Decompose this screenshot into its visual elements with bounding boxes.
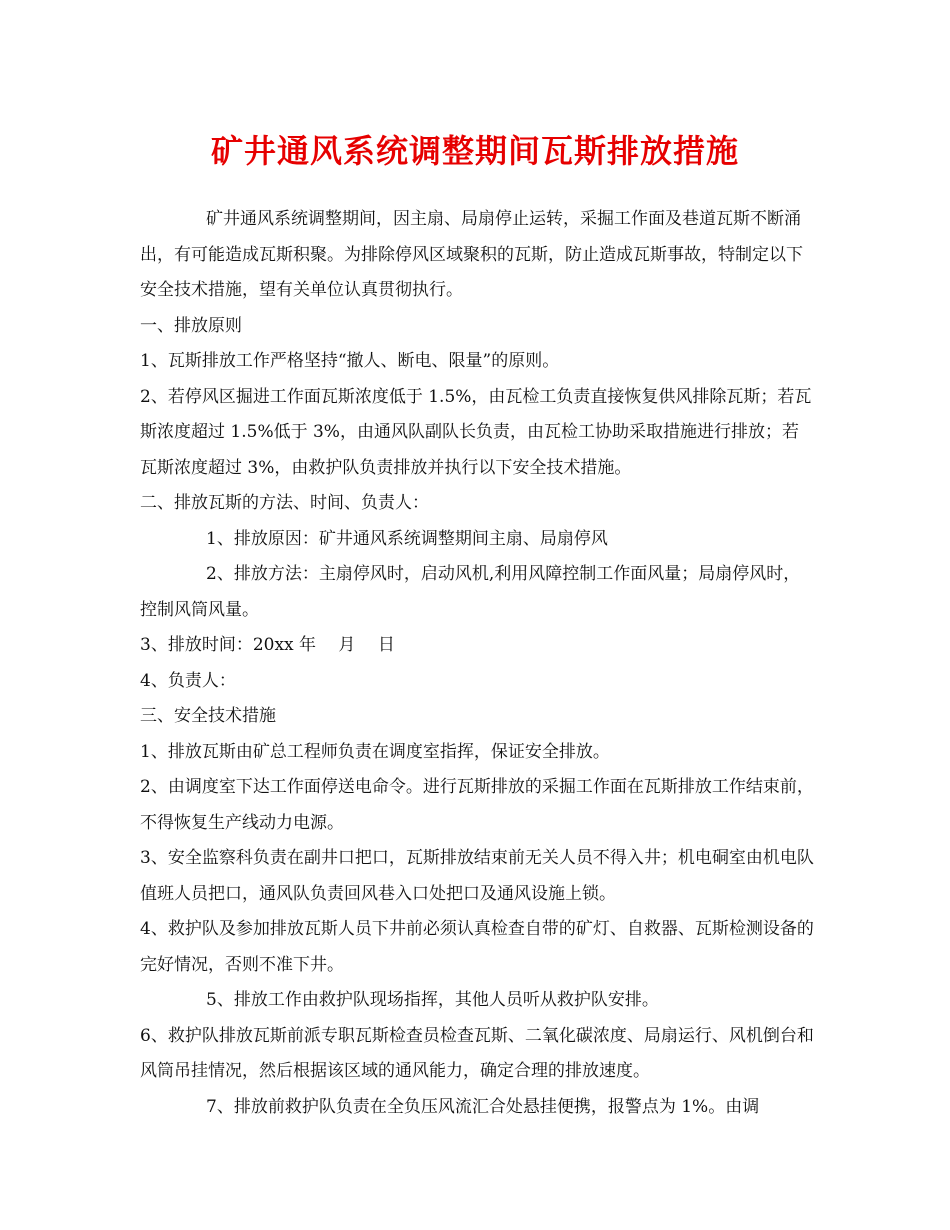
paragraph: 6、救护队排放瓦斯前派专职瓦斯检查员检查瓦斯、二氧化碳浓度、局扇运行、风机倒台和风筒吊挂情况，然后根据该区域的通风能力，确定合理的排放速度。: [140, 1025, 814, 1081]
paragraph: 1、瓦斯排放工作严格坚持“撤人、断电、限量”的原则。: [140, 351, 560, 371]
paragraph: 一、排放原则: [140, 315, 242, 336]
paragraph: 7、排放前救护队负责在全负压风流汇合处悬挂便携，报警点为 1%。由调: [206, 1096, 760, 1117]
paragraph: 1、排放瓦斯由矿总工程师负责在调度室指挥，保证安全排放。: [140, 741, 610, 762]
paragraph: 2、若停风区掘进工作面瓦斯浓度低于 1.5%，由瓦检工负责直接恢复供风排除瓦斯；若瓦斯浓度超过 1.5%低于 3%，由通风队副队长负责，由瓦检工协助采取措施进行排放；若瓦斯浓度超过 3%，由救护队负责排放并执行以下安全技术措施。: [140, 386, 812, 478]
paragraph: 5、排放工作由救护队现场指挥，其他人员听从救护队安排。: [206, 990, 659, 1010]
paragraph: 4、救护队及参加排放瓦斯人员下井前必须认真检查自带的矿灯、自救器、瓦斯检测设备的完好情况，否则不准下井。: [140, 919, 814, 975]
paragraph: 3、排放时间：20xx 年 月 日: [140, 635, 395, 655]
paragraph: 矿井通风系统调整期间，因主扇、局扇停止运转，采掘工作面及巷道瓦斯不断涌出，有可能造成瓦斯积聚。为排除停风区域聚积的瓦斯，防止造成瓦斯事故，特制定以下安全技术措施，望有关单位认真贯彻执行。: [140, 209, 803, 300]
document-body: [140, 202, 815, 1125]
paragraph: 1、排放原因：矿井通风系统调整期间主扇、局扇停风: [206, 528, 608, 549]
paragraph: 三、安全技术措施: [140, 706, 276, 726]
paragraph: 2、排放方法：主扇停风时，启动风机,利用风障控制工作面风量；局扇停风时，控制风筒风量。: [140, 564, 801, 620]
paragraph: 二、排放瓦斯的方法、时间、负责人：: [140, 493, 429, 513]
document-title: 矿井通风系统调整期间瓦斯排放措施: [210, 132, 739, 170]
paragraph: 3、安全监察科负责在副井口把口，瓦斯排放结束前无关人员不得入井；机电硐室由机电队值班人员把口，通风队负责回风巷入口处把口及通风设施上锁。: [140, 848, 814, 904]
paragraph: 2、由调度室下达工作面停送电命令。进行瓦斯排放的采掘工作面在瓦斯排放工作结束前，不得恢复生产线动力电源。: [140, 777, 814, 833]
paragraph: 4、负责人：: [140, 670, 236, 691]
